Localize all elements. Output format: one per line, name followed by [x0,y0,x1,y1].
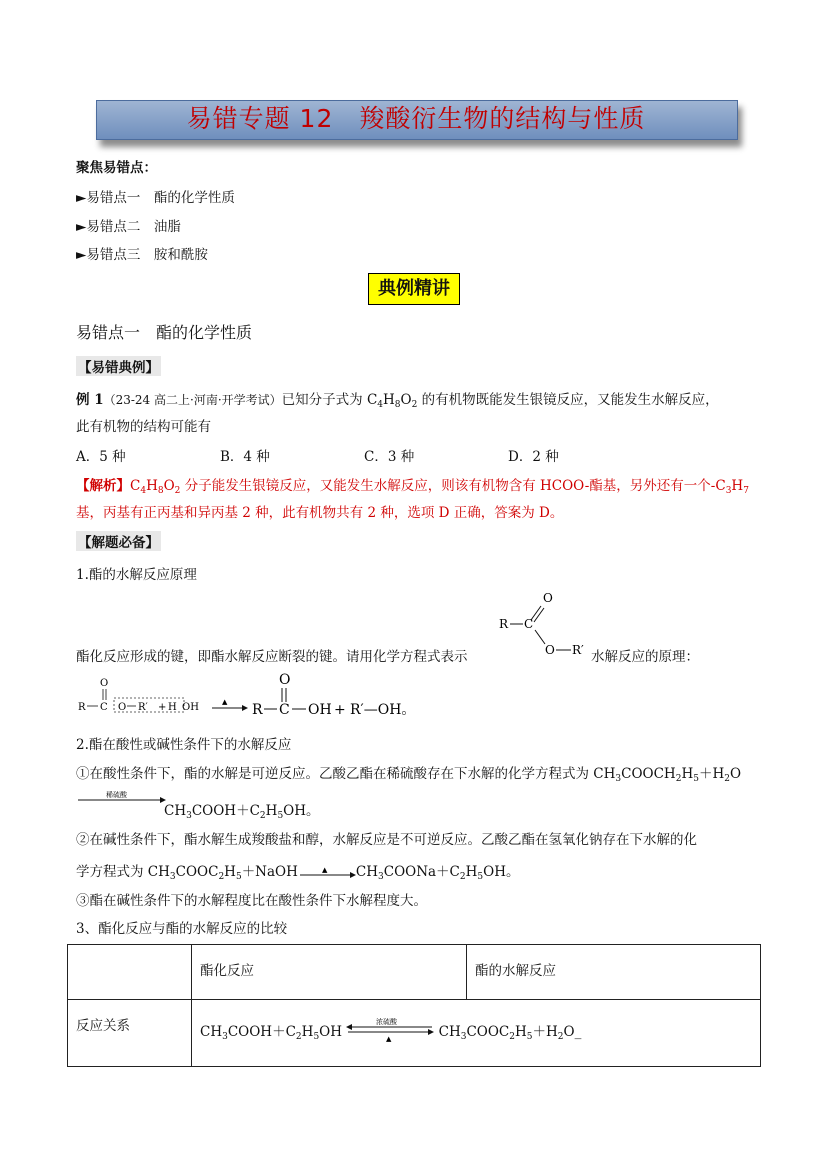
formula-o: O [163,478,175,494]
focus-item-1: ►易错点一 酯的化学性质 [76,190,235,206]
prod-plus: + [334,702,346,718]
arrow-icon [242,705,248,711]
base-text-b: ＋NaOH [241,864,298,880]
option-b: B．4 种 [220,449,270,465]
hydrolysis-equation [72,668,432,718]
base-text-c: COONa＋C [383,864,460,880]
comparison-table [67,944,761,1067]
base-text-d: OH。 [483,864,520,880]
section-2-title: 2.酯在酸性或碱性条件下的水解反应 [76,737,292,753]
eq-c: C [100,702,108,713]
table-eq-left: COOH＋C [227,1024,296,1040]
focus-item-3: ►易错点三 胺和酰胺 [76,247,208,263]
eq-rprime: R′ [138,702,148,713]
section-1-text-a: 酯化反应形成的键，即酯水解反应断裂的键。请用化学方程式表示 [76,649,468,665]
example-text-c: 此有机物的结构可能有 [76,419,211,435]
option-c: C．3 种 [364,449,415,465]
formula-h: H [146,478,158,494]
table-header-cell: 酯的水解反应 [467,945,761,1000]
option-d: D．2 种 [508,449,559,465]
section-1-text-b: 水解反应的原理： [591,649,699,665]
formula-sub: 8 [157,486,164,496]
table-row [68,1000,761,1067]
prod-r: R [252,702,263,718]
eq-r: R [78,702,86,713]
section-3-title: 3、酯化反应与酯的水解反应的比较 [76,921,288,937]
base-hydrolysis-line-1: ②在碱性条件下，酯水解生成羧酸盐和醇，水解反应是不可逆反应。乙酸乙酯在氢氧化钠存在下水解的化 [76,832,697,848]
acid-products-b: OH。 [283,803,320,819]
table-header-cell [68,945,192,1000]
ester-structure-diagram [495,588,605,658]
typical-example-label: 【易错典例】 [76,356,161,376]
atom-c: C [524,617,534,631]
essentials-label: 【解题必备】 [76,531,161,551]
acid-plus-water: ＋H [698,766,725,782]
analysis-label: 【解析】 [76,478,130,494]
section-1-title: 1.酯的水解反应原理 [76,567,197,583]
formula-c: C [366,392,378,408]
table-row-equation: $CH_3COOH+C_2H_5OH$ 浓硫酸 ▲ $CH_3COOC_2H_5+H_2O\_$ [192,1000,761,1067]
section-box-title: 典例精讲 [368,273,460,305]
formula-sub: 4 [140,486,147,496]
prod-c: C [279,702,290,718]
acid-products: $CH_3COOH+C_2H_5OH$。 [164,803,320,821]
catalyst-label: 稀硫酸 [106,791,127,799]
table-header-row [68,945,761,1000]
page-title: 易错专题 12 羧酸衍生物的结构与性质 [186,104,646,133]
prod-alcohol: R′—OH。 [350,702,416,718]
acid-products-a: COOH＋C [191,803,260,819]
acid-formula: COOCH [621,766,676,782]
formula-o: O [400,392,412,408]
option-a: A．5 种 [76,449,126,465]
acid-arrow [76,788,166,808]
focus-item-2: ►易错点二 油脂 [76,219,181,235]
point1-heading: 易错点一 酯的化学性质 [76,323,253,342]
formula-c: C [130,478,141,494]
formula-sub: 8 [394,400,401,410]
heat-icon: ▲ [222,698,228,706]
catalyst-label: 浓硫酸 [376,1017,398,1026]
prod-o: O [279,672,291,688]
table-header-cell: 酯化反应 [192,945,467,1000]
formula-h: H [383,392,395,408]
example-text-b: 的有机物既能发生银镜反应，又能发生水解反应， [417,392,719,408]
focus-heading: 聚焦易错点： [76,160,157,176]
eq-o-top: O [100,678,109,689]
arrow-icon [350,872,356,878]
example-source: （23-24 高二上·河南·开学考试） [103,393,282,407]
example-question [76,388,719,410]
eq-o: O [118,702,127,713]
table-eq-right: COOC [466,1024,510,1040]
base-hydrolysis-line-2: 学方程式为 $CH_3COOC_2H_5+NaOH$ ▲ $CH_3COONa+C_2H_5OH$。 [76,864,520,882]
base-hydrolysis-third: ③酯在碱性条件下的水解程度比在酸性条件下水解程度大。 [76,893,427,909]
eq-plus: + [158,702,167,713]
analysis-text-1: 分子能发生银镜反应，又能发生水解反应，则该有机物含有 HCOO-酯基，另外还有一个-C [180,478,726,494]
base-text-a: 学方程式为 CH [76,864,170,880]
example-label: 例 1 [76,392,104,408]
atom-o: O [545,643,555,657]
example-text-a: 已知分子式为 [281,392,367,408]
analysis-line-2: 基，丙基有正丙基和异丙基 2 种，此有机物共有 2 种，选项 D 正确，答案为 D。 [76,505,564,521]
heat-icon: ▲ [386,1034,392,1043]
formula-sub: 2 [174,486,181,496]
formula-sub: 4 [377,400,384,410]
heat-icon: ▲ [321,866,328,874]
acid-text: ①在酸性条件下，酯的水解是可逆反应。乙酸乙酯在稀硫酸存在下水解的化学方程式为 CH [76,766,616,782]
formula-sub: 2 [411,400,418,410]
acid-o: O [729,766,742,782]
table-row-label: 反应关系 [68,1000,192,1067]
analysis-line-1: 【解析】$C_4H_8O_2$ 分子能发生银镜反应，又能发生水解反应，则该有机物含有 HCOO-酯基，另外还有一个$-C_3H_7$ [76,478,749,496]
eq-h: H [168,702,177,713]
eq-oh: OH [182,702,199,713]
atom-o-top: O [543,591,553,605]
prod-oh: OH [308,702,332,718]
atom-rprime: R′ [572,643,584,657]
acid-hydrolysis-line: ①在酸性条件下，酯的水解是可逆反应。乙酸乙酯在稀硫酸存在下水解的化学方程式为 $CH_3COOCH_2H_5+H_2O$ [76,766,742,784]
atom-r: R [499,617,509,631]
